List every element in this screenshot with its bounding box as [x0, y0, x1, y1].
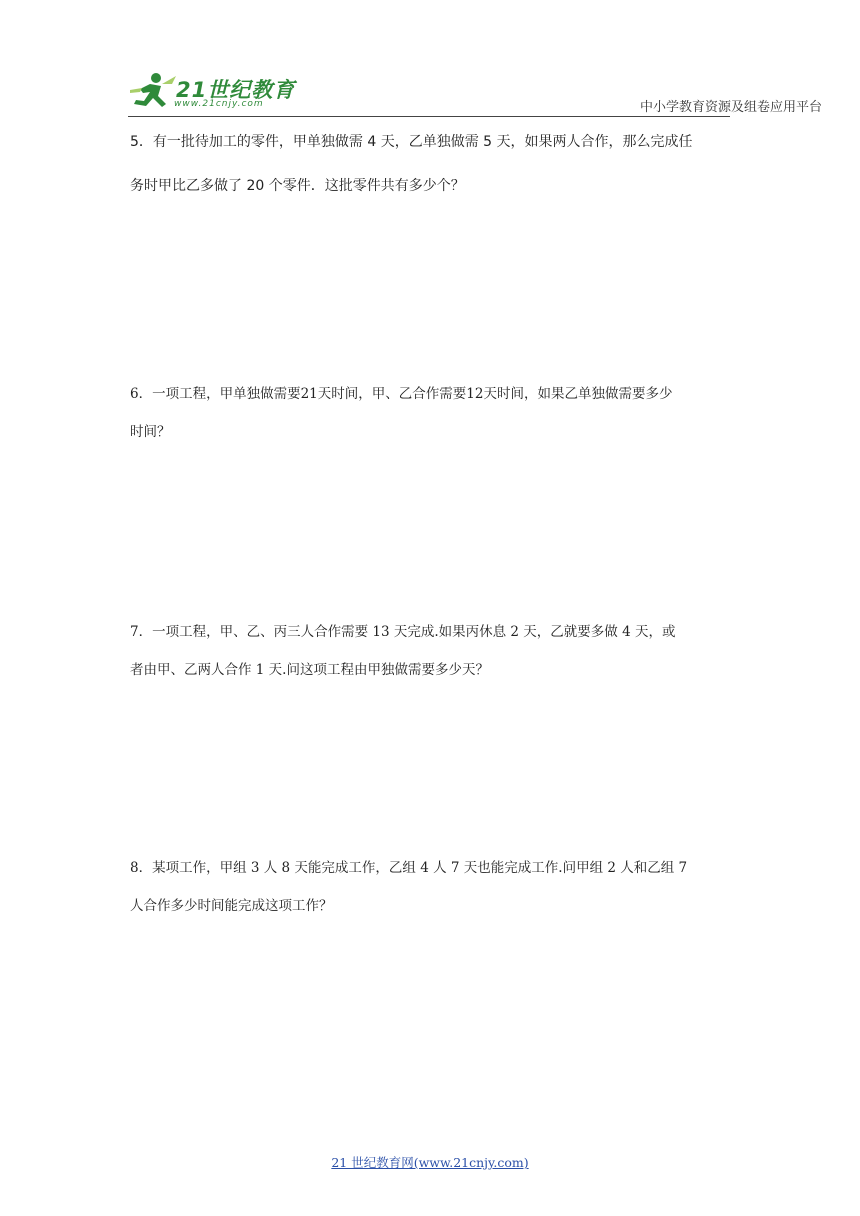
platform-title: 中小学教育资源及组卷应用平台: [639, 100, 822, 115]
question-line: 8．某项工作，甲组 3 人 8 天能完成工作，乙组 4 人 7 天也能完成工作.问甲组 2 人和乙组 7: [130, 860, 688, 876]
question-line: 7．一项工程，甲、乙、丙三人合作需要 13 天完成.如果丙休息 2 天，乙就要多做 4 天，或: [130, 624, 676, 640]
footer-link[interactable]: 21 世纪教育网(www.21cnjy.com): [331, 1155, 529, 1170]
header-divider: [128, 116, 730, 117]
question-line: 人合作多少时间能完成这项工作？: [130, 898, 333, 914]
question-line: 时间？: [130, 424, 171, 440]
question-6: [130, 375, 730, 451]
question-5: [130, 120, 730, 208]
site-logo[interactable]: [128, 70, 298, 112]
logo-url: www.21cnjy.com: [174, 99, 264, 109]
page-header: [0, 0, 860, 120]
question-7: [130, 613, 730, 689]
question-line: 务时甲比乙多做了 20 个零件．这批零件共有多少个？: [130, 178, 465, 194]
question-line: 5．有一批待加工的零件，甲单独做需 4 天，乙单独做需 5 天，如果两人合作，那么完成任: [130, 134, 693, 150]
runner-logo-icon: [128, 70, 178, 112]
logo-text: 21世纪教育: [176, 78, 296, 102]
question-line: 6．一项工程，甲单独做需要21天时间，甲、乙合作需要12天时间，如果乙单独做需要多少: [130, 386, 673, 402]
question-line: 者由甲、乙两人合作 1 天.问这项工程由甲独做需要多少天？: [130, 662, 489, 678]
question-8: [130, 849, 730, 925]
